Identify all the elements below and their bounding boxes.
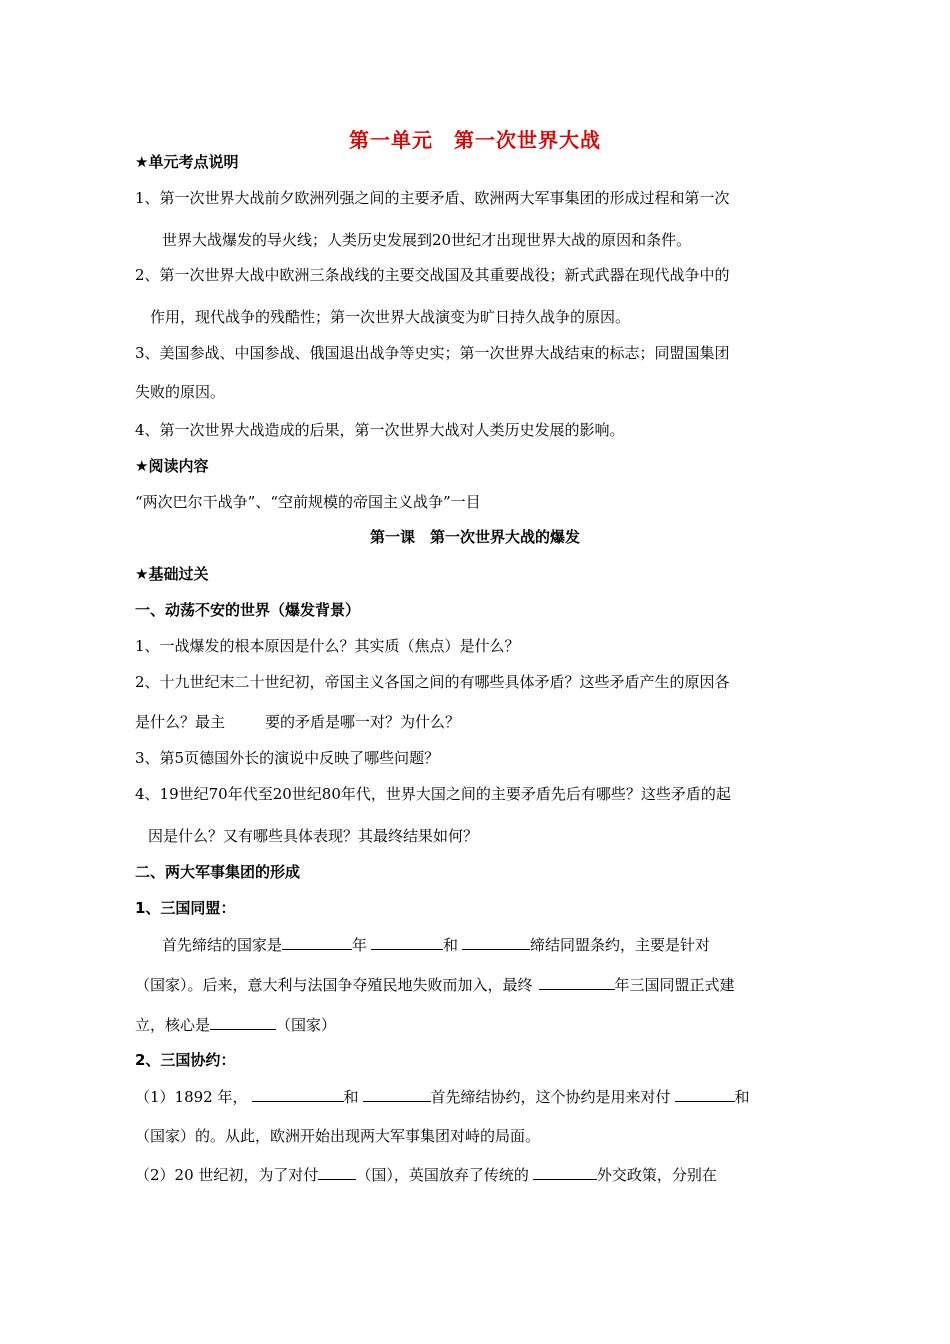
triple-alliance-line-1 <box>162 934 710 955</box>
fill-blank[interactable] <box>675 1086 735 1102</box>
exam-point-2a: 2、第一次世界大战中欧洲三条战线的主要交战国及其重要战役；新式武器在现代战争中的 <box>135 266 730 284</box>
fill-blank[interactable] <box>533 1164 597 1180</box>
part1-question-3: 3、第5页德国外长的演说中反映了哪些问题？ <box>135 749 440 767</box>
te-text-b: 和 <box>343 1088 359 1106</box>
basics-heading: ★基础过关 <box>135 565 209 583</box>
fill-blank[interactable] <box>462 934 530 950</box>
triple-entente-heading: 2、三国协约： <box>135 1051 236 1069</box>
exam-point-2b: 作用，现代战争的残酷性；第一次世界大战演变为旷日持久战争的原因。 <box>150 308 631 326</box>
exam-point-3a: 3、美国参战、中国参战、俄国退出战争等史实；第一次世界大战结束的标志；同盟国集团 <box>135 344 730 362</box>
te-text-d: 和 <box>734 1088 750 1106</box>
triple-entente-line-1 <box>135 1086 750 1107</box>
exam-point-4: 4、第一次世界大战造成的后果，第一次世界大战对人类历史发展的影响。 <box>135 421 625 439</box>
fill-blank[interactable] <box>210 1014 276 1030</box>
part1-question-2b <box>135 712 460 732</box>
reading-heading: ★阅读内容 <box>135 457 209 475</box>
ta-text-d: 缔结同盟条约，主要是针对 <box>530 936 711 954</box>
te-text-c: 首先缔结协约，这个协约是用来对付 <box>430 1088 671 1106</box>
ta-text-g: 立，核心是 <box>135 1016 211 1034</box>
lesson-title: 第一课 第一次世界大战的爆发 <box>369 528 580 546</box>
part1-question-1: 1、一战爆发的根本原因是什么？其实质（焦点）是什么？ <box>135 637 520 655</box>
ta-text-f: 年三国同盟正式建 <box>614 976 735 994</box>
part1-question-4b: 因是什么？又有哪些具体表现？其最终结果如何？ <box>148 827 479 845</box>
fill-blank[interactable] <box>318 1164 356 1180</box>
exam-point-1b: 世界大战爆发的导火线；人类历史发展到20世纪才出现世界大战的原因和条件。 <box>162 231 692 249</box>
ta-text-a: 首先缔结的国家是 <box>162 936 283 954</box>
triple-alliance-line-2 <box>135 974 735 995</box>
triple-entente-line-3 <box>135 1164 717 1185</box>
part1-question-2b-text-b: 要的矛盾是哪一对？为什么？ <box>265 713 461 731</box>
unit-title: 第一单元 第一次世界大战 <box>349 128 601 152</box>
te-text-f: （国），英国放弃了传统的 <box>356 1166 529 1184</box>
part1-question-4a: 4、19世纪70年代至20世纪80年代，世界大国之间的主要矛盾先后有哪些？这些矛盾的起 <box>135 785 731 803</box>
fill-blank[interactable] <box>539 974 615 990</box>
triple-alliance-line-3 <box>135 1014 336 1035</box>
part1-question-2a: 2、十九世纪末二十世纪初，帝国主义各国之间的有哪些具体矛盾？这些矛盾产生的原因各 <box>135 673 730 691</box>
fill-blank[interactable] <box>363 1086 431 1102</box>
ta-text-b: 年 <box>352 936 368 954</box>
part2-heading: 二、两大军事集团的形成 <box>135 863 301 881</box>
fill-blank[interactable] <box>252 1086 344 1102</box>
fill-blank[interactable] <box>371 934 443 950</box>
part1-question-2b-text-a: 是什么？最主 <box>135 713 226 731</box>
ta-text-h: （国家） <box>276 1016 337 1034</box>
reading-text: “两次巴尔干战争”、“空前规模的帝国主义战争”一目 <box>135 493 481 511</box>
exam-points-heading: ★单元考点说明 <box>135 153 239 171</box>
exam-point-1a: 1、第一次世界大战前夕欧洲列强之间的主要矛盾、欧洲两大军事集团的形成过程和第一次 <box>135 189 730 207</box>
ta-text-c: 和 <box>443 936 459 954</box>
part1-heading: 一、动荡不安的世界（爆发背景） <box>135 601 361 619</box>
triple-entente-line-2: （国家）的。从此，欧洲开始出现两大军事集团对峙的局面。 <box>135 1127 541 1145</box>
te-text-a: （1）1892 年， <box>135 1088 248 1106</box>
fill-blank[interactable] <box>282 934 352 950</box>
te-text-e: （2）20 世纪初，为了对付 <box>135 1166 319 1184</box>
exam-point-3b: 失败的原因。 <box>135 383 226 401</box>
te-text-g: 外交政策，分别在 <box>596 1166 717 1184</box>
ta-text-e: （国家）。后来，意大利与法国争夺殖民地失败而加入，最终 <box>135 976 533 994</box>
triple-alliance-heading: 1、三国同盟： <box>135 899 236 917</box>
